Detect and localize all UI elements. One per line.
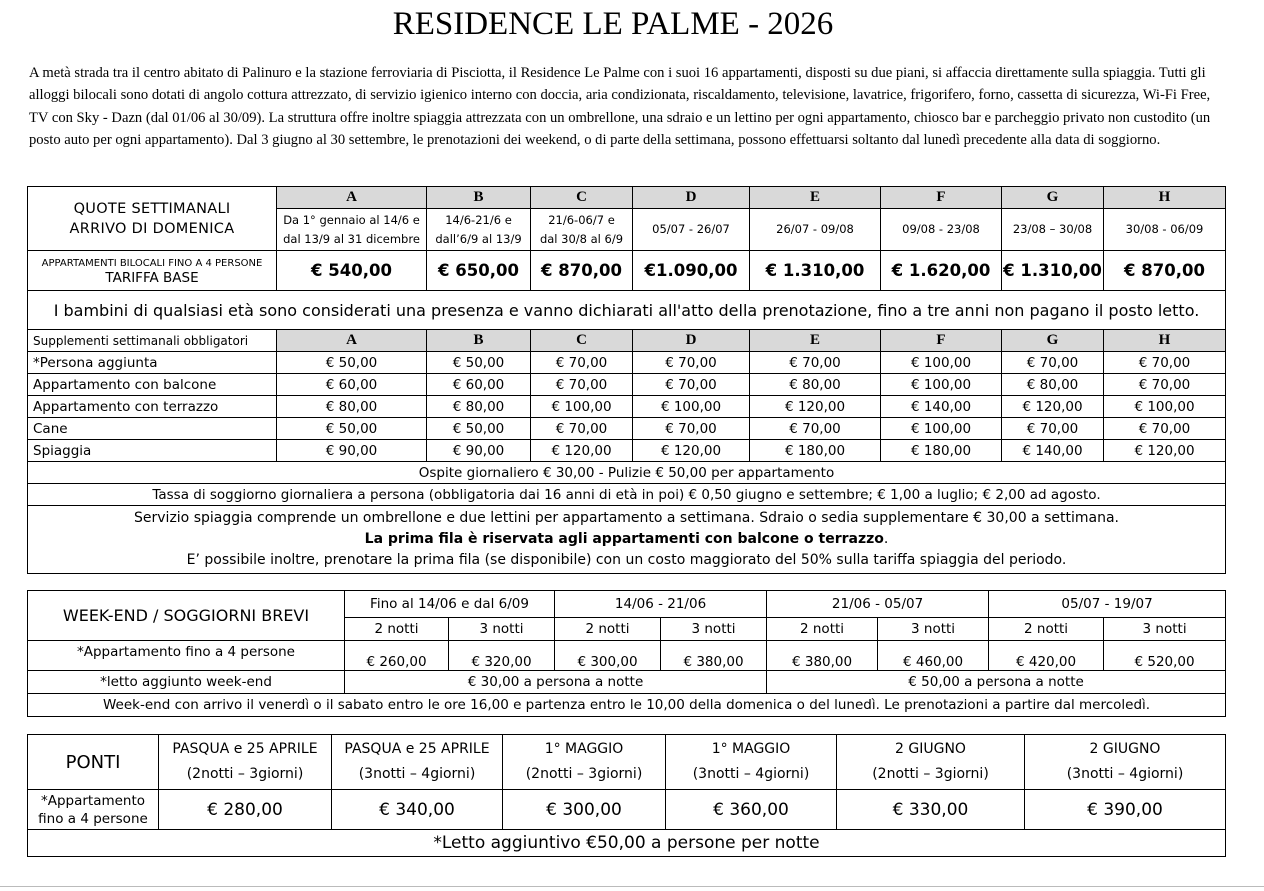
children-note: I bambini di qualsiasi età sono considerati una presenza e vanno dichiarati all'atto della prenotazione, fino a tre anni non pagano il posto letto. [28, 291, 1226, 330]
supplement-row [28, 418, 1226, 440]
ponti-table [27, 734, 1226, 857]
nights-label: 2 notti [555, 618, 661, 641]
page-title: RESIDENCE LE PALME - 2026 [392, 6, 834, 42]
weekend-period: Fino al 14/06 e dal 6/09 [345, 591, 555, 618]
season-col-header: D [633, 330, 750, 352]
weekend-price: € 300,00 [555, 641, 661, 671]
weekly-heading-line2: ARRIVO DI DOMENICA [69, 220, 235, 237]
weekend-heading: WEEK-END / SOGGIORNI BREVI [28, 591, 345, 641]
season-col-header: G [1002, 330, 1104, 352]
supplement-value: € 80,00 [277, 396, 427, 418]
supplement-value: € 70,00 [531, 374, 633, 396]
weekend-price: € 380,00 [661, 641, 767, 671]
supplement-value: € 100,00 [1104, 396, 1226, 418]
ponti-period: PASQUA e 25 APRILE (2notti – 3giorni) [159, 735, 332, 790]
intro-paragraph: A metà strada tra il centro abitato di Palinuro e la stazione ferroviaria di Pisciotta, il Residence Le Palme con i suoi 16 appartamenti, disposti su due piani, si affaccia direttamente sulla spiaggia. Tutti gli alloggi bilocali sono dotati di angolo cottura attrezzato, di servizio igienico interno con doccia, aria condizionata, riscaldamento, televisione, lavatrice, frigorifero, forno, cassetta di sicurezza, Wi-Fi Free, TV con Sky - Dazn (dal 01/06 al 30/09). La struttura offre inoltre spiaggia attrezzata con un ombrellone, una sdraio e un lettino per ogni appartamento, chiosco bar e parcheggio privato non custodito (un posto auto per ogni appartamento). Dal 3 giugno al 30 settembre, le prenotazioni dei weekend, o di parte della settimana, possono effettuarsi soltanto dal lunedì precedente alla data di soggiorno. [29, 65, 1211, 148]
supplement-value: € 100,00 [881, 352, 1002, 374]
supplement-value: € 120,00 [531, 440, 633, 462]
supplement-row [28, 352, 1226, 374]
supplement-row [28, 396, 1226, 418]
nights-label: 3 notti [661, 618, 767, 641]
weekend-apartment-label: *Appartamento fino a 4 persone [28, 641, 345, 671]
weekend-period: 05/07 - 19/07 [989, 591, 1226, 618]
season-col-header: H [1104, 187, 1226, 209]
supplement-value: € 70,00 [1104, 418, 1226, 440]
supplement-value: € 120,00 [1002, 396, 1104, 418]
page-bottom-divider [0, 886, 1264, 887]
ponti-period: 1° MAGGIO (2notti – 3giorni) [503, 735, 666, 790]
weekly-rates-heading [28, 187, 277, 251]
season-period: 23/08 – 30/08 [1002, 209, 1104, 251]
base-price: € 1.310,00 [750, 251, 881, 291]
supplement-value: € 70,00 [750, 352, 881, 374]
season-col-header: F [881, 330, 1002, 352]
supplement-value: € 80,00 [750, 374, 881, 396]
nights-label: 2 notti [767, 618, 878, 641]
supplement-value: € 120,00 [633, 440, 750, 462]
supplement-value: € 100,00 [531, 396, 633, 418]
nights-label: 3 notti [449, 618, 555, 641]
season-period: 05/07 - 26/07 [633, 209, 750, 251]
season-col-header: H [1104, 330, 1226, 352]
ponti-price: € 280,00 [159, 790, 332, 830]
season-col-header: A [277, 330, 427, 352]
extra-bed-label: *letto aggiunto week-end [28, 671, 345, 694]
season-col-header: E [750, 330, 881, 352]
supplement-value: € 50,00 [427, 352, 531, 374]
supplement-value: € 70,00 [633, 418, 750, 440]
season-col-header: C [531, 330, 633, 352]
weekend-note: Week-end con arrivo il venerdì o il sabato entro le ore 16,00 e partenza entro le 10,00 della domenica o del lunedì. Le prenotazioni a partire dal mercoledì. [28, 694, 1226, 717]
ponti-price: € 300,00 [503, 790, 666, 830]
tourist-tax-note: Tassa di soggiorno giornaliera a persona (obbligatoria dai 16 anni di età in poi) € 0,50 giugno e settembre; € 1,00 a luglio; € 2,00 ad agosto. [28, 484, 1226, 506]
supplement-value: € 70,00 [1002, 418, 1104, 440]
weekend-price: € 420,00 [989, 641, 1104, 671]
base-price: €1.090,00 [633, 251, 750, 291]
weekend-rates-table [27, 590, 1226, 717]
weekend-price: € 380,00 [767, 641, 878, 671]
supplement-label: Appartamento con balcone [28, 374, 277, 396]
weekend-period: 21/06 - 05/07 [767, 591, 989, 618]
supplement-row [28, 440, 1226, 462]
supplement-value: € 70,00 [531, 418, 633, 440]
weekend-price: € 520,00 [1104, 641, 1226, 671]
base-price: € 870,00 [531, 251, 633, 291]
season-col-header: A [277, 187, 427, 209]
supplement-value: € 100,00 [633, 396, 750, 418]
supplement-value: € 80,00 [1002, 374, 1104, 396]
nights-label: 2 notti [345, 618, 449, 641]
season-col-header: F [881, 187, 1002, 209]
ponti-price: € 390,00 [1025, 790, 1226, 830]
guest-cleaning-note: Ospite giornaliero € 30,00 - Pulizie € 50,00 per appartamento [28, 462, 1226, 484]
supplement-value: € 70,00 [633, 352, 750, 374]
supplement-value: € 140,00 [1002, 440, 1104, 462]
beach-service-text: Servizio spiaggia comprende un ombrellone e due lettini per appartamento a settimana. Sdraio o sedia supplementare € 30,00 a settimana. [134, 510, 1119, 526]
supplement-value: € 50,00 [277, 352, 427, 374]
supplement-value: € 120,00 [750, 396, 881, 418]
supplement-label: Spiaggia [28, 440, 277, 462]
supplement-row [28, 374, 1226, 396]
supplement-value: € 140,00 [881, 396, 1002, 418]
base-price: € 1.310,00 [1002, 251, 1104, 291]
ponti-apartment-label: *Appartamento fino a 4 persone [28, 790, 159, 830]
ponti-period: 1° MAGGIO (3notti – 4giorni) [666, 735, 837, 790]
nights-label: 3 notti [878, 618, 989, 641]
season-col-header: B [427, 330, 531, 352]
season-col-header: C [531, 187, 633, 209]
supplement-value: € 70,00 [531, 352, 633, 374]
season-period: 21/6-06/7 e dal 30/8 al 6/9 [531, 209, 633, 251]
beach-service-note: Servizio spiaggia comprende un ombrellone e due lettini per appartamento a settimana. Sdraio o sedia supplementare € 30,00 a settimana. La prima fila è riservata agli appartamenti con balcone o terrazzo. E’ possibile inoltre, prenotare la prima fila (se disponibile) con un costo maggiorato del 50% sulla tariffa spiaggia del periodo. [28, 506, 1226, 574]
season-col-header: D [633, 187, 750, 209]
ponti-extra-bed-note: *Letto aggiuntivo €50,00 a persone per notte [28, 830, 1226, 857]
extra-bed-price: € 30,00 a persona a notte [345, 671, 767, 694]
weekend-price: € 320,00 [449, 641, 555, 671]
supplement-value: € 90,00 [277, 440, 427, 462]
season-col-header: E [750, 187, 881, 209]
season-period: 26/07 - 09/08 [750, 209, 881, 251]
base-price: € 1.620,00 [881, 251, 1002, 291]
supplement-value: € 60,00 [427, 374, 531, 396]
base-rate-label: APPARTAMENTI BILOCALI FINO A 4 PERSONE TARIFFA BASE [28, 251, 277, 291]
ponti-price: € 330,00 [837, 790, 1025, 830]
ponti-price: € 340,00 [332, 790, 503, 830]
ponti-period: PASQUA e 25 APRILE (3notti – 4giorni) [332, 735, 503, 790]
weekly-rates-table [27, 186, 1226, 574]
season-period: 30/08 - 06/09 [1104, 209, 1226, 251]
nights-label: 3 notti [1104, 618, 1226, 641]
base-price: € 540,00 [277, 251, 427, 291]
supplement-value: € 100,00 [881, 418, 1002, 440]
first-row-extra-text: E’ possibile inoltre, prenotare la prima fila (se disponibile) con un costo maggiorato del 50% sulla tariffa spiaggia del periodo. [186, 552, 1067, 568]
supplement-value: € 180,00 [881, 440, 1002, 462]
weekend-price: € 460,00 [878, 641, 989, 671]
supplement-value: € 60,00 [277, 374, 427, 396]
ponti-heading: PONTI [28, 735, 159, 790]
supplement-value: € 120,00 [1104, 440, 1226, 462]
ponti-price: € 360,00 [666, 790, 837, 830]
weekend-period: 14/06 - 21/06 [555, 591, 767, 618]
base-price: € 650,00 [427, 251, 531, 291]
season-period: 09/08 - 23/08 [881, 209, 1002, 251]
supplement-value: € 100,00 [881, 374, 1002, 396]
supplement-value: € 90,00 [427, 440, 531, 462]
supplement-label: Appartamento con terrazzo [28, 396, 277, 418]
supplement-value: € 50,00 [277, 418, 427, 440]
ponti-period: 2 GIUGNO (2notti – 3giorni) [837, 735, 1025, 790]
base-price: € 870,00 [1104, 251, 1226, 291]
season-col-header: G [1002, 187, 1104, 209]
season-period: Da 1° gennaio al 14/6 e dal 13/9 al 31 dicembre [277, 209, 427, 251]
first-row-reserved-text: La prima fila è riservata agli appartamenti con balcone o terrazzo [364, 531, 884, 547]
supplement-value: € 180,00 [750, 440, 881, 462]
extra-bed-price: € 50,00 a persona a notte [767, 671, 1226, 694]
supplement-label: *Persona aggiunta [28, 352, 277, 374]
supplement-value: € 50,00 [427, 418, 531, 440]
supplement-value: € 70,00 [1002, 352, 1104, 374]
weekly-heading-line1: QUOTE SETTIMANALI [73, 200, 231, 217]
season-period: 14/6-21/6 e dall’6/9 al 13/9 [427, 209, 531, 251]
supplement-value: € 70,00 [750, 418, 881, 440]
ponti-period: 2 GIUGNO (3notti – 4giorni) [1025, 735, 1226, 790]
supplement-value: € 70,00 [1104, 352, 1226, 374]
nights-label: 2 notti [989, 618, 1104, 641]
supplement-value: € 70,00 [1104, 374, 1226, 396]
supplement-value: € 80,00 [427, 396, 531, 418]
season-col-header: B [427, 187, 531, 209]
supplement-label: Cane [28, 418, 277, 440]
supplements-heading: Supplementi settimanali obbligatori [28, 330, 277, 352]
weekend-price: € 260,00 [345, 641, 449, 671]
supplement-value: € 70,00 [633, 374, 750, 396]
